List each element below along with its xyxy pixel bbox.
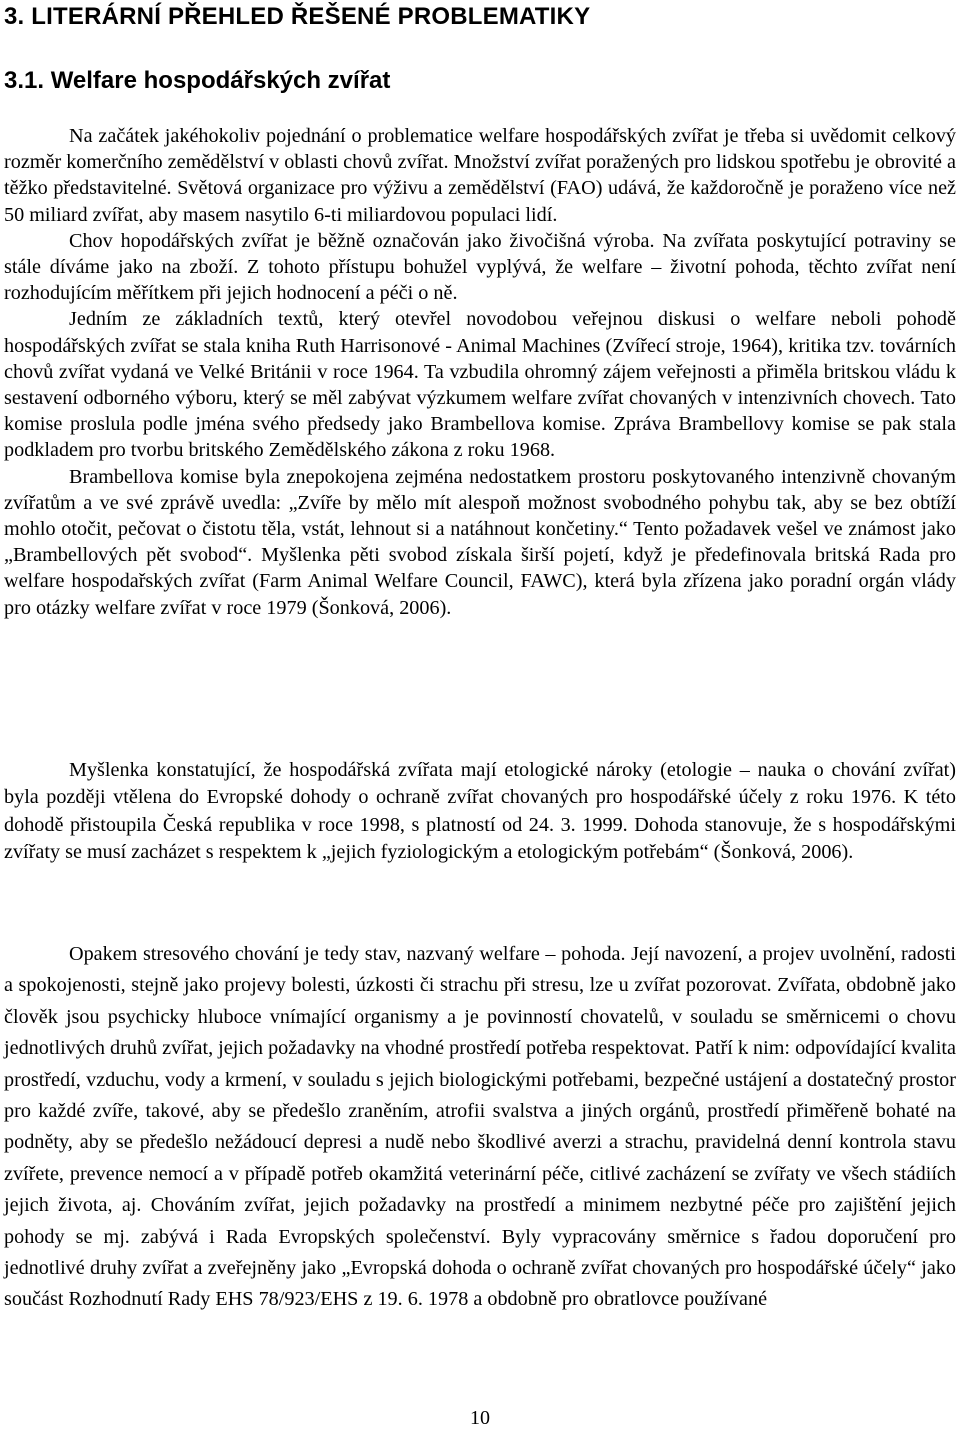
- paragraph-harrison: Jedním ze základních textů, který otevřel novodobou veřejnou diskusi o welfare neboli pohodě hospodářských zvířat se stala kniha Ruth Harrisonové - Animal Machines (Zvířecí stroje, 1964), kritika tzv. továrních chovů zvířat vydaná ve Velké Británii v roce 1964. Ta vzbudila ohromný zájem veřejnosti a přiměla britskou vládu k sestavení odborného výboru, který se měl zabývat výzkumem welfare zvířat chovaných v intenzivních chovech. Tato komise proslula podle jména svého předsedy jako Brambellova komise. Zpráva Brambellovy komise se pak stala podkladem pro tvorbu britského Zemědělského zákona z roku 1968.: [4, 308, 956, 462]
- page-number: 10: [470, 1407, 490, 1429]
- section-body-middle: [4, 757, 956, 867]
- chapter-heading: 3. LITERÁRNÍ PŘEHLED ŘEŠENÉ PROBLEMATIKY: [4, 3, 591, 30]
- paragraph-welfare: Opakem stresového chování je tedy stav, nazvaný welfare – pohoda. Její navození, a projev uvolnění, radosti a spokojenosti, stejně jako projevy bolesti, úzkosti či strachu při stresu, lze u zvířat pozorovat. Zvířata, obdobně jako člověk jsou psychicky hluboce vnímající organismy a je povinností chovatelů, v souladu se směrnicemi o chovu jednotlivých druhů zvířat, jejich požadavky na vhodné prostředí potřeba respektovat. Patří k nim: odpovídající kvalita prostředí, vzduchu, vody a krmení, v souladu s jejich biologickými potřebami, bezpečné ustájení a dostatečný prostor pro každé zvíře, takové, aby se předešlo zraněním, atrofii svalstva a jiných orgánů, prostředí přiměřeně bohaté na podněty, aby se předešlo nežádoucí depresi a nudě nebo škodlivé averzi a strachu, pravidelná denní kontrola stavu zvířete, prevence nemocí a v případě potřeb okamžitá veterinární péče, citlivé zacházení se zvířaty ve všech stádiích jejich života, aj. Chováním zvířat, jejich požadavky na prostředí a minimem nezbytné péče pro zajištění jejich pohody se mj. zabývá i Rada Evropských společenství. Byly vypracovány směrnice s řadou doporučení pro jednotlivé druhy zvířat a zveřejněny jako „Evropská dohoda o ochraně zvířat chovaných pro hospodářské účely“ jako součást Rozhodnutí Rady EHS 78/923/EHS z 19. 6. 1978 a obdobně pro obratlovce používané: [4, 943, 956, 1311]
- section-body-top: [4, 123, 956, 621]
- section-body-bottom: [4, 939, 956, 1316]
- paragraph-brambell: Brambellova komise byla znepokojena zejména nedostatkem prostoru poskytovaného intenzivně chovaným zvířatům a ve své zprávě uvedla: „Zvíře by mělo mít alespoň možnost svobodného pohybu tak, aby se bez obtíží mohlo otočit, pečovat o čistotu těla, vstát, lehnout si a natáhnout končetiny.“ Tento požadavek vešel ve známost jako „Brambellových pět svobod“. Myšlenka pěti svobod získala širší pojetí, když je předefinovala britská Rada pro welfare hospodařských zvířat (Farm Animal Welfare Council, FAWC), která byla zřízena jako poradní orgán vlády pro otázky welfare zvířat v roce 1979 (Šonková, 2006).: [4, 465, 956, 619]
- section-heading: 3.1. Welfare hospodářských zvířat: [4, 67, 391, 94]
- paragraph-intro: Na začátek jakéhokoliv pojednání o problematice welfare hospodářských zvířat je třeba si uvědomit celkový rozměr komerčního zemědělství v oblasti chovů zvířat. Množství zvířat poražených pro lidskou spotřebu je obrovité a těžko představitelné. Světová organizace pro výživu a zemědělství (FAO) udává, že každoročně je poraženo více než 50 miliard zvířat, aby masem nasytilo 6-ti miliardovou populaci lidí.: [4, 125, 956, 226]
- paragraph-convention: Myšlenka konstatující, že hospodářská zvířata mají etologické nároky (etologie – nauka o chování zvířat) byla později vtělena do Evropské dohody o ochraně zvířat chovaných pro hospodářské účely z roku 1976. K této dohodě přistoupila Česká republika v roce 1998, s platností od 24. 3. 1999. Dohoda stanovuje, že s hospodářskými zvířaty se musí zacházet s respektem k „jejich fyziologickým a etologickým potřebám“ (Šonková, 2006).: [4, 759, 956, 864]
- paragraph-livestock: Chov hopodářských zvířat je běžně označován jako živočišná výroba. Na zvířata poskytující potraviny se stále díváme jako na zboží. Z tohoto přístupu bohužel vyplývá, že welfare – životní pohoda, těchto zvířat není rozhodujícím měřítkem při jejich hodnocení a péči o ně.: [4, 229, 956, 305]
